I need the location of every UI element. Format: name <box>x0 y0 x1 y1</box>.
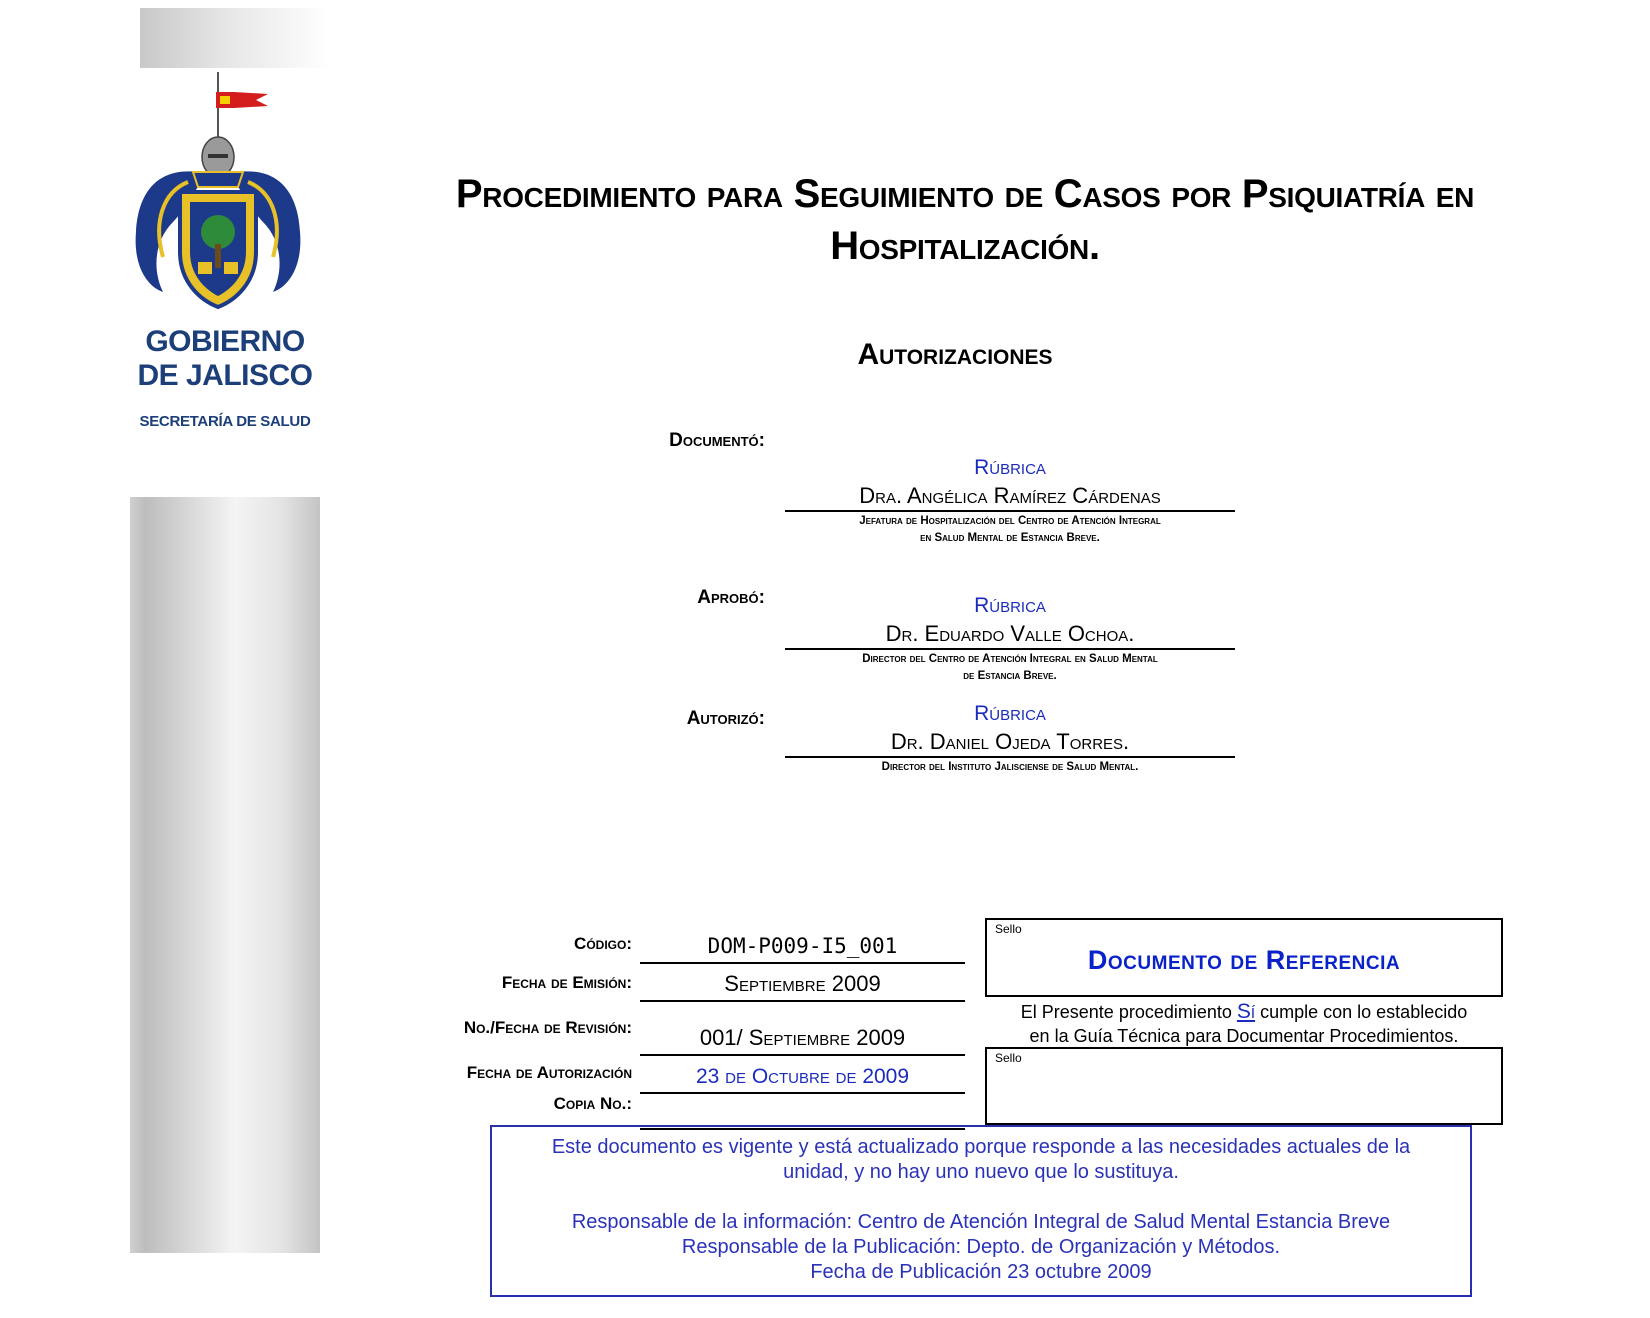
sig-name-3: Dr. Daniel Ojeda Torres. <box>890 729 1130 754</box>
codigo-label: Código: <box>574 934 632 953</box>
footer-line4: Responsable de la Publicación: Depto. de Organización y Métodos. <box>681 1236 1281 1258</box>
compliance-value: Sí <box>1236 1000 1256 1023</box>
document-reference-stamp: Documento de Referencia <box>1087 945 1401 975</box>
sello-label-2: Sello <box>995 1051 1022 1065</box>
sig-label-aprobo: Aprobó: <box>697 587 765 608</box>
sig-role-1-line1: Jefatura de Hospitalización del Centro de Atención Integral <box>859 515 1161 527</box>
sig-role-1-line2: en Salud Mental de Estancia Breve. <box>920 532 1100 544</box>
sig-name-1: Dra. Angélica Ramírez Cárdenas <box>859 483 1161 508</box>
fecha-autorizacion-label: Fecha de Autorización <box>466 1063 632 1082</box>
gov-name-line1: GOBIERNO <box>145 325 305 358</box>
codigo-line <box>640 962 965 964</box>
fecha-emision-value: Septiembre 2009 <box>724 971 881 996</box>
page-title <box>345 168 1585 272</box>
section-heading: Autorizaciones <box>857 338 1053 371</box>
sig-line-2 <box>785 648 1235 650</box>
revision-value: 001/ Septiembre 2009 <box>699 1025 906 1050</box>
fecha-emision-line <box>640 1000 965 1002</box>
fecha-autorizacion-value: 23 de Octubre de 2009 <box>695 1065 910 1088</box>
fecha-emision-label: Fecha de Emisión: <box>501 973 632 992</box>
compliance-line2: en la Guía Técnica para Documentar Procedimientos. <box>1029 1026 1459 1046</box>
sig-line-1 <box>785 510 1235 512</box>
sig-label-documento: Documentó: <box>669 430 765 451</box>
top-gradient-bar <box>140 8 330 68</box>
sig-role-2 <box>785 651 1235 685</box>
government-name <box>120 325 330 393</box>
revision-line <box>640 1054 965 1056</box>
sig-role-3-line1: Director del Instituto Jalisciense de Salud Mental. <box>881 761 1139 773</box>
footer-line1: Este documento es vigente y está actualizado porque responde a las necesidades actuales de la <box>551 1136 1411 1158</box>
sig-rubrica-1: Rúbrica <box>974 456 1046 479</box>
sig-role-1 <box>785 513 1235 547</box>
stamp-box-empty <box>985 1047 1503 1125</box>
fecha-autorizacion-line <box>640 1092 965 1094</box>
title-line1: Procedimiento para Seguimiento de Casos por Psiquiatría en <box>455 172 1475 216</box>
department-name: SECRETARÍA DE SALUD <box>139 413 311 430</box>
compliance-suffix: cumple con lo establecido <box>1260 1002 1468 1022</box>
compliance-prefix: El Presente procedimiento <box>1020 1002 1232 1022</box>
sig-role-2-line2: de Estancia Breve. <box>963 670 1057 682</box>
compliance-statement <box>985 1000 1503 1048</box>
revision-label: No./Fecha de Revisión: <box>463 1018 632 1037</box>
side-gradient-bar <box>130 497 320 1253</box>
title-line2: Hospitalización. <box>830 224 1100 268</box>
footer-line2: unidad, y no hay uno nuevo que lo sustituya. <box>783 1161 1179 1183</box>
sig-line-3 <box>785 756 1235 758</box>
footer-line3: Responsable de la información: Centro de Atención Integral de Salud Mental Estancia Breve <box>571 1211 1391 1233</box>
jalisco-crest-icon <box>128 72 308 317</box>
sig-role-2-line1: Director del Centro de Atención Integral en Salud Mental <box>862 653 1158 665</box>
validity-notice <box>490 1125 1472 1297</box>
copia-label: Copia No.: <box>553 1094 632 1113</box>
sig-label-autorizo: Autorizó: <box>686 708 765 729</box>
footer-line5: Fecha de Publicación 23 octubre 2009 <box>810 1261 1152 1283</box>
sig-name-2: Dr. Eduardo Valle Ochoa. <box>885 621 1135 646</box>
sig-role-3 <box>785 759 1235 776</box>
sig-rubrica-2: Rúbrica <box>974 594 1046 617</box>
sig-rubrica-3: Rúbrica <box>974 702 1046 725</box>
gov-name-line2: DE JALISCO <box>137 359 313 392</box>
codigo-value: DOM-P009-I5_001 <box>707 934 898 958</box>
sello-label-1: Sello <box>995 922 1022 936</box>
